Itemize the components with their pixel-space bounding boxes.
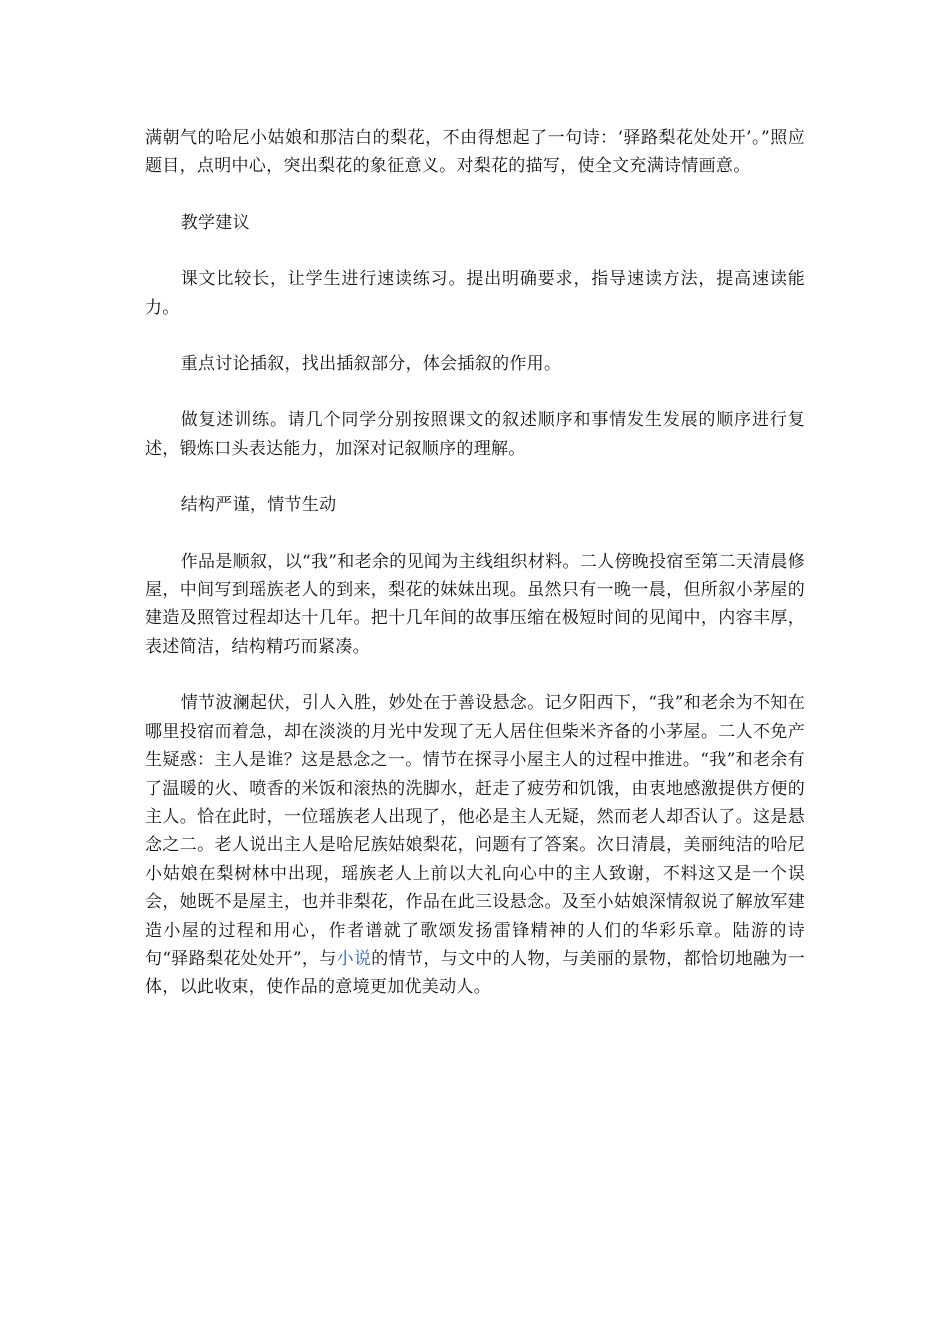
paragraph-flashback-discussion: 重点讨论插叙，找出插叙部分，体会插叙的作用。 — [180, 354, 562, 375]
novel-link[interactable]: 小说 — [336, 948, 372, 969]
paragraph-narrative-order: 作品是顺叙，以“我”和老余的见闻为主线组织材料。二人傍晚投宿至第二天清晨修屋，中间写到瑶族老人的到来，梨花的妹妹出现。虽然只有一晚一晨，但所叙小茅屋的建造及照管过程却达十几年。把十几年间的故事压缩在极短时间的见闻中，内容丰厚，表述简洁，结构精巧而紧凑。 — [145, 551, 805, 657]
paragraph-suspense — [145, 689, 805, 1001]
paragraph-retelling-training: 做复述训练。请几个同学分别按照课文的叙述顺序和事情发生发展的顺序进行复述，锻炼口头表达能力，加深对记叙顺序的理解。 — [145, 410, 805, 459]
suspense-text-after-link: 的情节，与文中的人物，与美丽的景物，都恰切地融为一体，以此收束，使作品的意境更加优美动人。 — [145, 948, 805, 998]
document-page — [145, 124, 805, 1030]
paragraph-continuation: 满朝气的哈尼小姑娘和那洁白的梨花，不由得想起了一句诗：‘驿路梨花处处开’。”照应题目，点明中心，突出梨花的象征意义。对梨花的描写，使全文充满诗情画意。 — [145, 128, 805, 177]
suspense-text-before-link: 情节波澜起伏，引人入胜，妙处在于善设悬念。记夕阳西下，“我”和老余为不知在哪里投宿而着急，却在淡淡的月光中发现了无人居住但柴米齐备的小茅屋。二人不免产生疑惑：主人是谁？这是悬念之一。情节在探寻小屋主人的过程中推进。“我”和老余有了温暖的火、喷香的米饭和滚热的洗脚水，赶走了疲劳和饥饿，由衷地感激提供方便的主人。恰在此时，一位瑶族老人出现了，他必是主人无疑，然而老人却否认了。这是悬念之二。老人说出主人是哈尼族姑娘梨花，问题有了答案。次日清晨，美丽纯洁的哈尼小姑娘在梨树林中出现，瑶族老人上前以大礼向心中的主人致谢，不料这又是一个误会，她既不是屋主，也并非梨花，作品在此三设悬念。及至小姑娘深情叙说了解放军建造小屋的过程和用心，作者谱就了歌颂发扬雷锋精神的人们的华彩乐章。陆游的诗句“驿路梨花处处开”，与 — [145, 693, 805, 969]
section-heading-teaching-suggestions: 教学建议 — [180, 212, 250, 233]
section-heading-structure: 结构严谨，情节生动 — [180, 495, 337, 516]
paragraph-speed-reading: 课文比较长，让学生进行速读练习。提出明确要求，指导速读方法，提高速读能力。 — [145, 269, 805, 318]
